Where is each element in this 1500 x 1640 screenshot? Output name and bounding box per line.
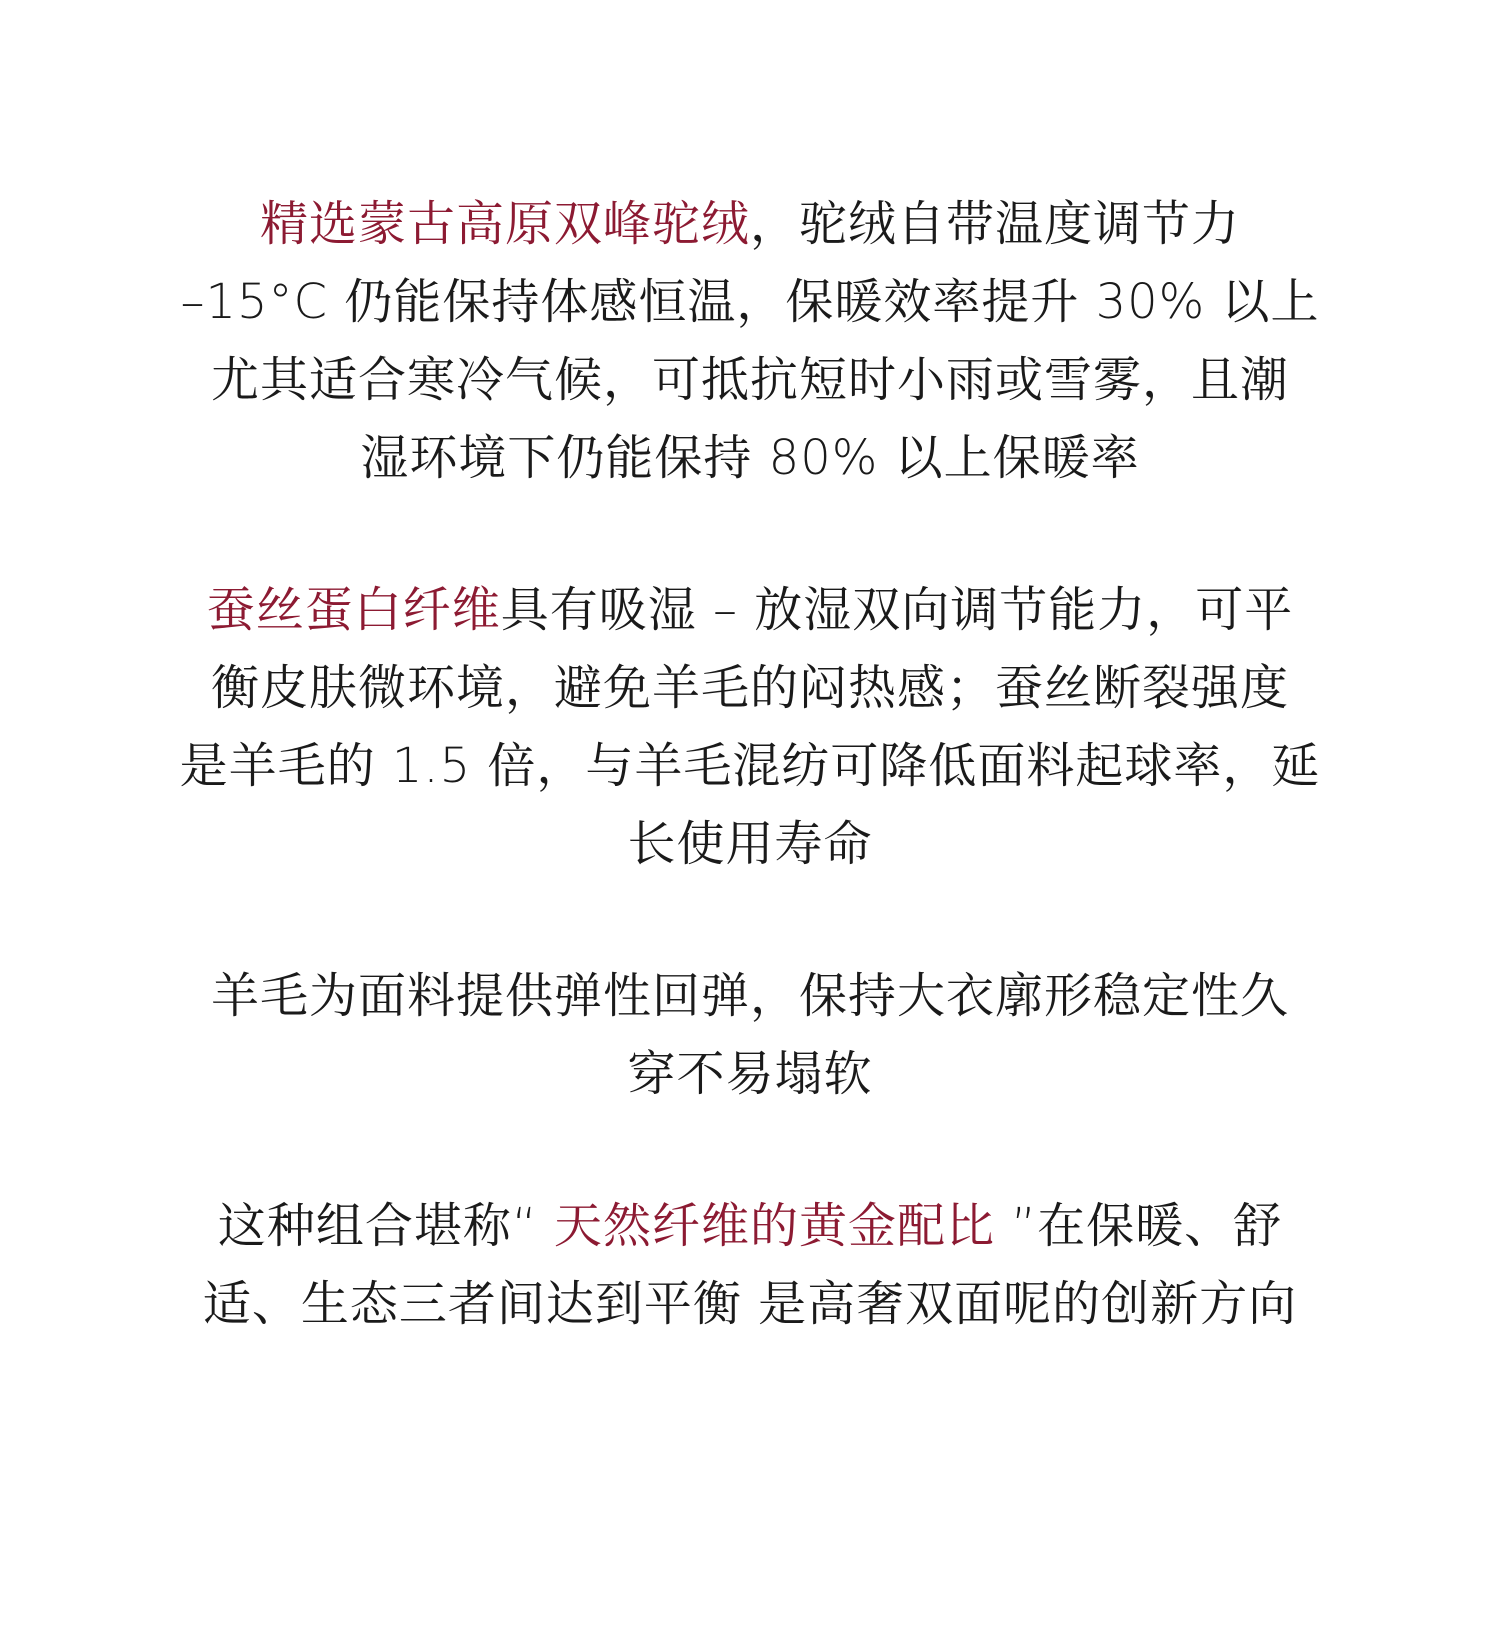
text-line: 衡皮肤微环境，避免羊毛的闷热感；蚕丝断裂强度 [210,660,1289,716]
text-line: 穿不易塌软 [627,1046,873,1102]
paragraph-golden-ratio [140,1187,1360,1343]
text-line [140,1187,1360,1265]
text-line: 适、生态三者间达到平衡 是高奢双面呢的创新方向 [202,1276,1298,1332]
body-text: ，驼绒自带温度调节力 [750,196,1241,252]
paragraph-camel-wool [140,185,1360,497]
paragraph-silk-protein [140,571,1360,883]
text-line: 是羊毛的 1.5 倍，与羊毛混纺可降低面料起球率，延 [179,738,1321,794]
article-body [140,185,1360,1343]
text-line: 尤其适合寒冷气候，可抵抗短时小雨或雪雾，且潮 [210,352,1289,408]
text-line [140,571,1360,649]
text-line: –15°C 仍能保持体感恒温，保暖效率提升 30% 以上 [180,274,1320,330]
body-text: ”在保暖、舒 [995,1198,1283,1254]
text-line: 湿环境下仍能保持 80% 以上保暖率 [360,430,1140,486]
paragraph-wool [140,957,1360,1113]
text-line: 羊毛为面料提供弹性回弹，保持大衣廓形稳定性久 [210,968,1289,1024]
body-text: 这种组合堪称“ [217,1198,554,1254]
highlight-text: 天然纤维的黄金配比 [553,1198,995,1254]
text-line: 长使用寿命 [627,816,873,872]
highlight-text: 精选蒙古高原双峰驼绒 [259,196,750,252]
highlight-text: 蚕丝蛋白纤维 [206,582,501,638]
body-text: 具有吸湿 – 放湿双向调节能力，可平 [500,582,1294,638]
text-line [140,185,1360,263]
